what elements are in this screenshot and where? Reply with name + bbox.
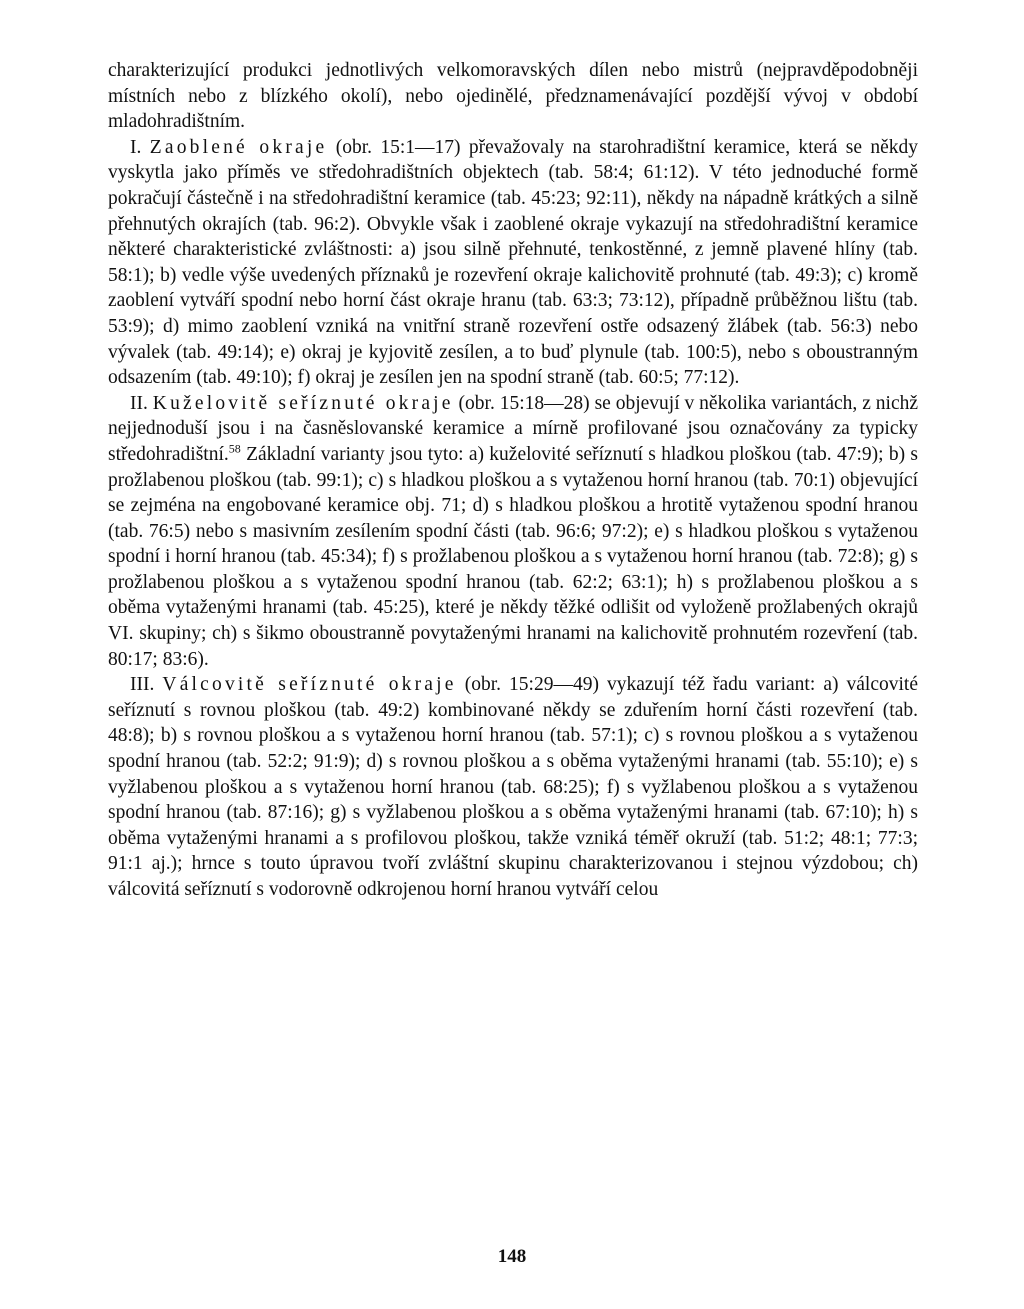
section-heading: Zaoblené okraje — [149, 136, 328, 158]
paragraph-text-continued: Základní varianty jsou tyto: a) kuželovité seříznutí s hladkou ploškou (tab. 47:9); b) s prožlabenou ploškou (tab. 99:1); c) s hladkou ploškou a s vytaženou horní hranou (tab. 70:1) objevující se zejména na engobované keramice obj. 71; d) s hladkou ploškou a hrotitě vytaženou spodní hranou (tab. 76:5) nebo s masivním zesílením spodní části (tab. 96:6; 97:2); e) s hladkou ploškou s vytaženou spodní i horní hranou (tab. 45:34); f) s prožlabenou ploškou a s vytaženou horní hranou (tab. 72:8); g) s prožlabenou ploškou a s vytaženou spodní hranou (tab. 62:2; 63:1); h) s prožlabenou ploškou a s oběma vytaženými hranami (tab. 45:25), které je někdy těžké odlišit od vyloženě prožlabených okrajů VI. skupiny; ch) s šikmo oboustranně povytaženými hranami na kalichovitě prohnutém rozevření (tab. 80:17; 83:6). — [108, 443, 918, 670]
section-number: I. — [130, 136, 150, 158]
section-number: III. — [130, 674, 163, 696]
paragraph-text: (obr. 15:18—28) se objevují v několika variantách, z nichž nejjednoduší jsou i na časněslovanské keramice a mírně profilované jsou označovány za typicky středohradištní. — [108, 392, 919, 465]
paragraph-text: (obr. 15:29—49) vykazují též řadu variant: a) válcovité seříznutí s rovnou ploškou (tab. 49:2) kombinované někdy se zduřením horní části rozevření (tab. 48:8); b) s rovnou ploškou a s vytaženou horní hranou (tab. 57:1); c) s rovnou ploškou a s vytaženou spodní hranou (tab. 52:2; 91:9); d) s rovnou ploškou a s oběma vytaženými hranami (tab. 55:10); e) s vyžlabenou ploškou a s vytaženou horní hranou (tab. 68:25); f) s vyžlabenou ploškou a s vytaženou spodní hranou (tab. 87:16); g) s vyžlabenou ploškou a s oběma vytaženými hranami (tab. 67:10); h) s oběma vytaženými hranami a s profilovou ploškou, takže vzniká téměř okruží (tab. 51:2; 48:1; 77:3; 91:1 aj.); hrnce s touto úpravou tvoří zvláštní skupinu charakterizovanou i stejnou výzdobou; ch) válcovitá seříznutí s vodorovně odkrojenou horní hranou vytváří celou — [108, 674, 918, 900]
section-heading: Válcovitě seříznuté okraje — [162, 674, 457, 696]
paragraph-section-1 — [108, 135, 918, 391]
paragraph-intro — [108, 58, 918, 135]
section-heading: Kuželovitě seříznuté okraje — [152, 392, 454, 414]
paragraph-text: charakterizující produkci jednotlivých velkomoravských dílen nebo mistrů (nejpravděpodobněji místních nebo z blízkého okolí), nebo ojedinělé, předznamenávající pozdější vývoj v období mladohradištním. — [108, 60, 918, 133]
section-number: II. — [130, 392, 153, 414]
footnote-marker: 58 — [228, 441, 241, 456]
page-number: 148 — [497, 1246, 527, 1267]
paragraph-section-2 — [108, 391, 918, 673]
paragraph-text: (obr. 15:1—17) převažovaly na starohradištní keramice, která se někdy vyskytla jako příměs ve středohradištních objektech (tab. 58:4; 61:12). V této jednoduché formě pokračují částečně i na středohradištní keramice (tab. 45:23; 92:11), někdy na nápadně krátkých a silně přehnutých okrajích (tab. 96:2). Obvykle však i zaoblené okraje vykazují na středohradištní keramice některé charakteristické zvláštnosti: a) jsou silně přehnuté, tenkostěnné, z jemně plavené hlíny (tab. 58:1); b) vedle výše uvedených příznaků je rozevření okraje kalichovitě prohnuté (tab. 49:3); c) kromě zaoblení vytváří spodní nebo horní část okraje hranu (tab. 63:3; 73:12), případně průběžnou lištu (tab. 53:9); d) mimo zaoblení vzniká na vnitřní straně rozevření ostře odsazený žlábek (tab. 56:3) nebo vývalek (tab. 49:14); e) okraj je kyjovitě zesílen, a to buď plynule (tab. 100:5), nebo s oboustranným odsazením (tab. 49:10); f) okraj je zesílen jen na spodní straně (tab. 60:5; 77:12). — [108, 136, 919, 389]
paragraph-section-3 — [108, 672, 918, 902]
page-text — [108, 58, 918, 903]
